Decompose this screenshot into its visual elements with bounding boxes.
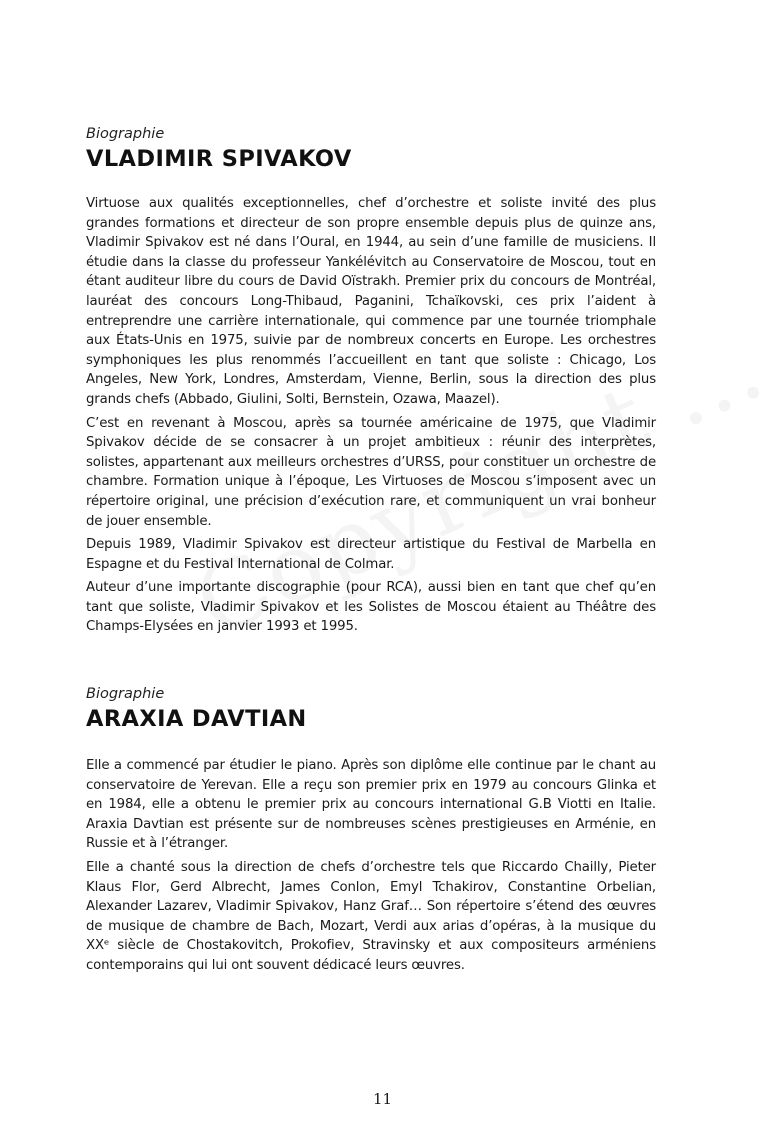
paragraph: Elle a chanté sous la direction de chefs d’orchestre tels que Riccardo Chailly, Pieter Klaus Flor, Gerd Albrecht, James Conlon, Emyl Tchakirov, Constantine Orbelian, Alexander Lazarev, Vladimir Spivakov, Hanz Graf… Son répertoire s’étend des œuvres de musique de chambre de Bach, Mozart, Verdi aux arias d’opéras, à la musique du XXᵉ siècle de Chostakovitch, Prokofiev, Stravinsky et aux compositeurs arméniens contemporains qui lui ont souvent dédicacé leurs œuvres. [86, 859, 656, 973]
artist-name-heading: ARAXIA DAVTIAN [86, 706, 307, 732]
paragraph: Elle a commencé par étudier le piano. Après son diplôme elle continue par le chant au conservatoire de Yerevan. Elle a reçu son premier prix en 1979 au concours Glinka et en 1984, elle a obtenu le premier prix au concours international G.B Viotti en Italie. Araxia Davtian est présente sur de nombreuses scènes prestigieuses en Arménie, en Russie et à l’étranger. [86, 758, 656, 852]
biography-spivakov [86, 125, 656, 641]
biography-text [86, 194, 656, 637]
section-label: Biographie [86, 686, 165, 702]
artist-name-heading: VLADIMIR SPIVAKOV [86, 146, 352, 172]
biography-davtian [86, 685, 656, 980]
paragraph: C’est en revenant à Moscou, après sa tournée américaine de 1975, que Vladimir Spivakov décide de se consacrer à un projet ambitieux : réunir des interprètes, solistes, appartenant aux meilleurs orchestres d’URSS, pour constituer un orchestre de chambre. Formation unique à l’époque, Les Virtuoses de Moscou s’imposent avec un répertoire original, une précision d’exécution rare, et communiquent un vrai bonheur de jouer ensemble. [86, 415, 656, 529]
paragraph: Depuis 1989, Vladimir Spivakov est directeur artistique du Festival de Marbella en Espagne et du Festival International de Colmar. [86, 537, 656, 572]
paragraph: Virtuose aux qualités exceptionnelles, chef d’orchestre et soliste invité des plus grandes formations et directeur de son propre ensemble depuis plus de quinze ans, Vladimir Spivakov est né dans l’Oural, en 1944, au sein d’une famille de musiciens. Il étudie dans la classe du professeur Yankélévitch au Conservatoire de Moscou, tout en étant auditeur libre du cours de David Oïstrakh. Premier prix du concours de Montréal, lauréat des concours Long-Thibaud, Paganini, Tchaïkovski, ces prix l’aident à entreprendre une carrière internationale, qui commence par une tournée triomphale aux États-Unis en 1975, suivie par de nombreux concerts en Europe. Les orchestres symphoniques les plus renommés l’accueillent en tant que soliste : Chicago, Los Angeles, New York, Londres, Amsterdam, Vienne, Berlin, sous la direction des plus grands chefs (Abbado, Giulini, Solti, Bernstein, Ozawa, Maazel). [86, 196, 656, 407]
paragraph: Auteur d’une importante discographie (pour RCA), aussi bien en tant que chef qu’en tant que soliste, Vladimir Spivakov et les Solistes de Moscou étaient au Théâtre des Champs-Elysées en janvier 1993 et 1995. [86, 580, 656, 635]
page-number: 11 [372, 1090, 393, 1108]
biography-text [86, 756, 656, 976]
section-label: Biographie [86, 126, 165, 142]
